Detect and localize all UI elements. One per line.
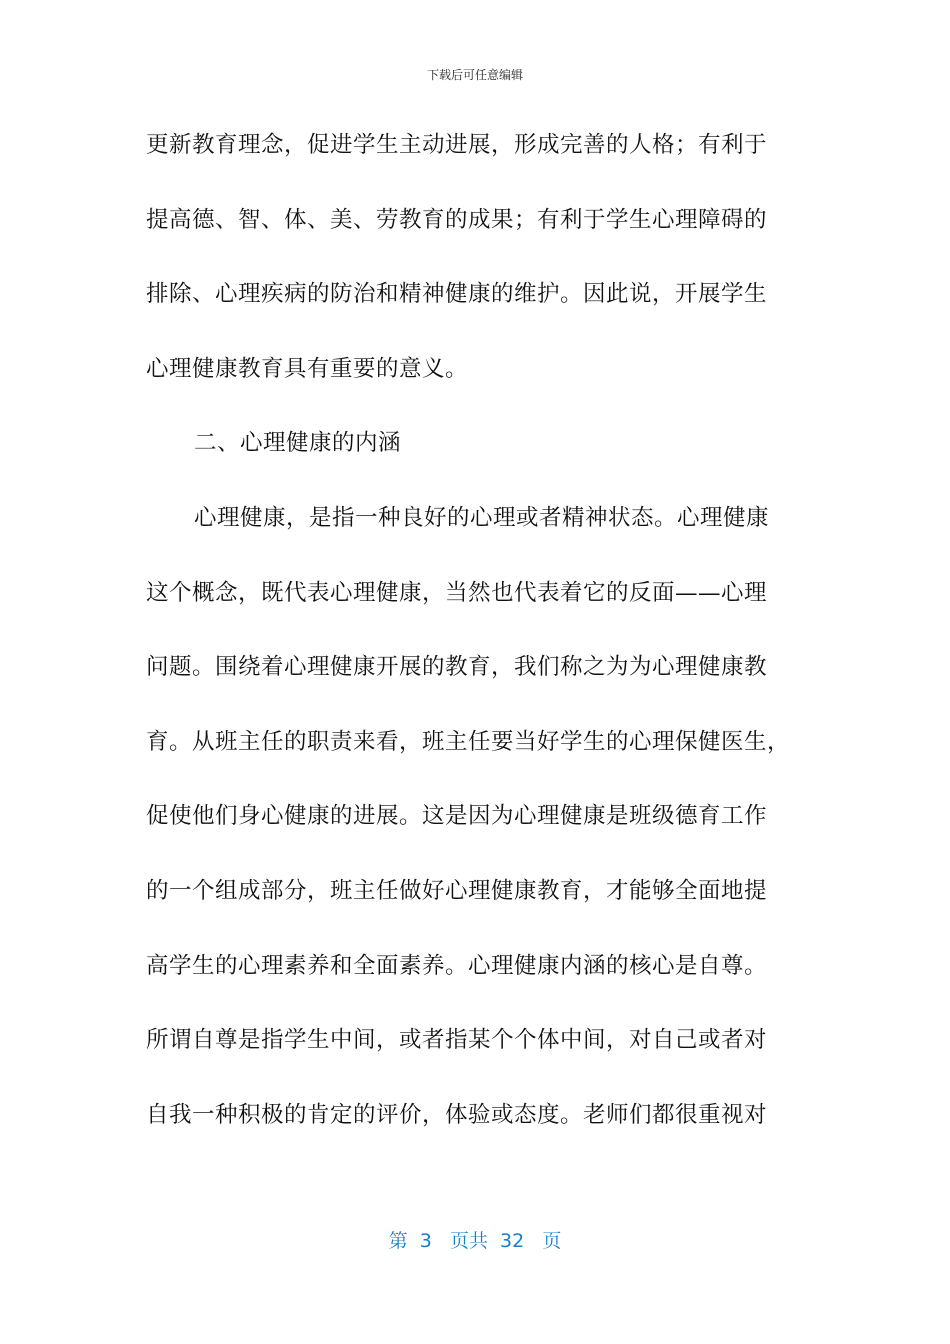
paragraph-line: 的一个组成部分，班主任做好心理健康教育，才能够全面地提: [146, 877, 768, 904]
document-body: [146, 120, 806, 1164]
footer-prefix: 第: [388, 1230, 408, 1252]
paragraph-line: 这个概念，既代表心理健康，当然也代表着它的反面——心理: [146, 579, 768, 606]
current-page-number: 3: [419, 1230, 432, 1252]
total-pages-number: 32: [500, 1230, 525, 1252]
footer-middle: 页共: [449, 1230, 488, 1252]
footer-suffix: 页: [542, 1230, 562, 1252]
paragraph-line: 心理健康教育具有重要的意义。: [146, 355, 469, 382]
page-number-footer: [0, 1226, 950, 1253]
section-heading: 二、心理健康的内涵: [194, 430, 402, 457]
paragraph-line: 排除、心理疾病的防治和精神健康的维护。因此说，开展学生: [146, 281, 768, 308]
paragraph-line: 育。从班主任的职责来看，班主任要当好学生的心理保健医生，: [146, 728, 791, 755]
paragraph-line: 所谓自尊是指学生中间，或者指某个个体中间，对自己或者对: [146, 1027, 768, 1054]
paragraph-line: 自我一种积极的肯定的评价，体验或态度。老师们都很重视对: [146, 1101, 768, 1128]
paragraph-line: 促使他们身心健康的进展。这是因为心理健康是班级德育工作: [146, 803, 768, 830]
paragraph-line: 提高德、智、体、美、劳教育的成果；有利于学生心理障碍的: [146, 206, 768, 233]
paragraph-line: 更新教育理念，促进学生主动进展，形成完善的人格；有利于: [146, 132, 768, 158]
page-header-note: 下载后可任意编辑: [426, 68, 523, 82]
paragraph-line: 问题。围绕着心理健康开展的教育，我们称之为为心理健康教: [146, 654, 768, 681]
paragraph-line: 心理健康，是指一种良好的心理或者精神状态。心理健康: [194, 504, 770, 531]
paragraph-line: 高学生的心理素养和全面素养。心理健康内涵的核心是自尊。: [146, 952, 768, 979]
